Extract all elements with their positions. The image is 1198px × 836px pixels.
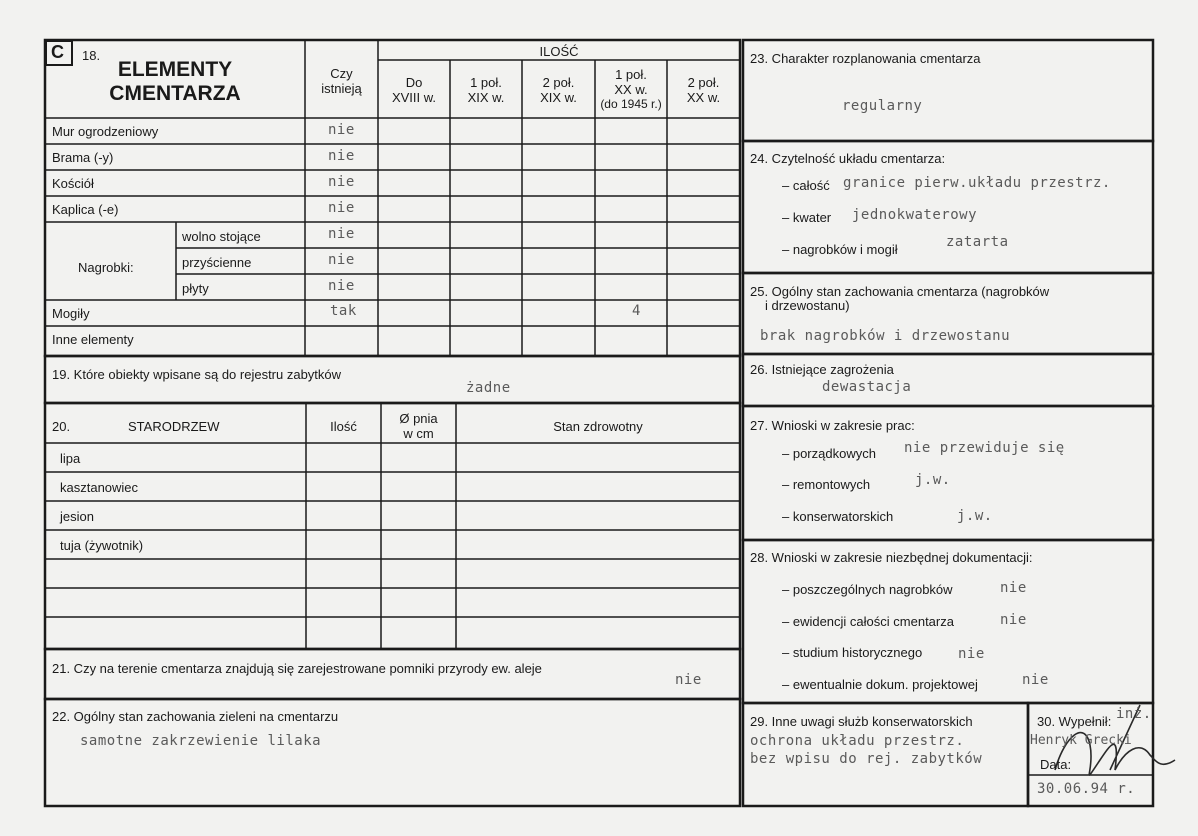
q30-date: 30.06.94 r. (1037, 781, 1136, 797)
q22-value: samotne zakrzewienie lilaka (80, 733, 322, 749)
row-label-kaplica: Kaplica (-e) (52, 202, 119, 217)
tree-row-jesion: jesion (60, 509, 94, 524)
col-do-xviii-l2: XVIII w. (391, 90, 437, 105)
q30-date-label: Data: (1040, 757, 1072, 772)
q24-kwater-label: – kwater (782, 210, 832, 225)
q24-calosc-value: granice pierw.układu przestrz. (843, 175, 1111, 191)
q28-item-3-value: nie (958, 646, 985, 662)
q24-nagrobkow-value: zatarta (946, 234, 1009, 250)
q27-porz-value: nie przewiduje się (904, 440, 1065, 456)
q30-title: inż. (1116, 706, 1152, 722)
q30-name: Henryk Grecki (1030, 733, 1132, 748)
q26-label: 26. Istniejące zagrożenia (750, 362, 894, 377)
q19-label: 19. Które obiekty wpisane są do rejestru zabytków (52, 367, 342, 382)
q28-item-4-value: nie (1022, 672, 1049, 688)
col-1pol-xx-l1: 1 poł. (615, 67, 647, 82)
row-label-brama: Brama (-y) (52, 150, 114, 165)
col-1pol-xx-l2: XX w. (614, 82, 648, 97)
q20-title: STARODRZEW (128, 419, 220, 434)
section-18-number: 18. (82, 48, 101, 63)
q28-label: 28. Wnioski w zakresie niezbędnej dokumentacji: (750, 550, 1033, 565)
section-18-title-line2: CMENTARZA (109, 82, 241, 105)
q30-label: 30. Wypełnił: (1037, 714, 1112, 729)
col-1pol-xx-l3: (do 1945 r.) (600, 97, 662, 111)
czy-istnieja-line1: Czy (330, 66, 353, 81)
row-label-mogily: Mogiły (52, 306, 90, 321)
q27-kons-label: – konserwatorskich (782, 509, 894, 524)
q24-calosc-label: – całość (782, 178, 830, 193)
q20-pien-header-l2: w cm (403, 426, 434, 441)
ilosc-header: ILOŚĆ (539, 44, 579, 59)
q28-item-1-label: – poszczególnych nagrobków (782, 582, 953, 597)
q29-label: 29. Inne uwagi służb konserwatorskich (750, 714, 973, 729)
row-label-kosciol: Kościół (52, 176, 94, 191)
q21-value: nie (675, 672, 702, 688)
row-label-mur: Mur ogrodzeniowy (52, 124, 159, 139)
q27-rem-value: j.w. (915, 472, 951, 488)
q28-item-1-value: nie (1000, 580, 1027, 596)
value-mur: nie (328, 122, 355, 138)
q27-porz-label: – porządkowych (782, 446, 876, 461)
q20-ilosc-header: Ilość (330, 419, 357, 434)
q24-nagrobkow-label: – nagrobków i mogił (782, 242, 898, 257)
col-2pol-xx-l1: 2 poł. (687, 75, 720, 90)
q20-stan-header: Stan zdrowotny (553, 419, 643, 434)
col-2pol-xx-l2: XX w. (686, 90, 721, 105)
q24-label: 24. Czytelność układu cmentarza: (750, 151, 946, 166)
tree-row-lipa: lipa (60, 451, 81, 466)
q26-value: dewastacja (822, 379, 912, 395)
q24-kwater-value: jednokwaterowy (852, 207, 978, 223)
col-1pol-xix-l2: XIX w. (467, 90, 505, 105)
value-brama: nie (328, 148, 355, 164)
col-2pol-xix-l1: 2 poł. (542, 75, 575, 90)
q29-value-line1: ochrona układu przestrz. (750, 733, 965, 749)
value-kaplica: nie (328, 200, 355, 216)
tree-row-tuja: tuja (żywotnik) (60, 538, 144, 553)
q23-value: regularny (842, 98, 923, 114)
q22-label: 22. Ogólny stan zachowania zieleni na cmentarzu (52, 709, 339, 724)
q27-label: 27. Wnioski w zakresie prac: (750, 418, 915, 433)
value-mogily: tak (330, 303, 357, 319)
section-letter: C (51, 42, 64, 62)
q25-label-line2: i drzewostanu) (765, 298, 850, 313)
q29-value-line2: bez wpisu do rej. zabytków (750, 751, 983, 767)
row-label-nagrobki: Nagrobki: (78, 260, 134, 275)
q27-kons-value: j.w. (957, 508, 993, 524)
col-do-xviii-l1: Do (405, 75, 423, 90)
row-label-przyscienne: przyścienne (182, 255, 252, 270)
q20-pien-header-l1: Ø pnia (399, 411, 438, 426)
section-18-title-line1: ELEMENTY (117, 58, 233, 81)
q28-item-3-label: – studium historycznego (782, 645, 923, 660)
q19-value: żadne (466, 380, 511, 396)
q25-value: brak nagrobków i drzewostanu (760, 328, 1011, 344)
czy-istnieja-line2: istnieją (321, 81, 362, 96)
q21-label: 21. Czy na terenie cmentarza znajdują się zarejestrowane pomniki przyrody ew. aleje (52, 661, 542, 676)
col-2pol-xix-l2: XIX w. (540, 90, 577, 105)
q20-number: 20. (52, 419, 71, 434)
q28-item-2-value: nie (1000, 612, 1027, 628)
tree-row-kasztanowiec: kasztanowiec (60, 480, 139, 495)
row-label-inne: Inne elementy (52, 332, 134, 347)
row-label-plyty: płyty (182, 281, 209, 296)
q28-item-2-label: – ewidencji całości cmentarza (782, 614, 954, 629)
value-przyscienne: nie (328, 252, 355, 268)
q27-rem-label: – remontowych (782, 477, 871, 492)
q25-label-line1: 25. Ogólny stan zachowania cmentarza (nagrobków (750, 284, 1050, 299)
value-wolno-stojace: nie (328, 226, 355, 242)
row-label-wolno-stojace: wolno stojące (182, 229, 261, 244)
col-1pol-xix-l1: 1 poł. (470, 75, 502, 90)
q23-label: 23. Charakter rozplanowania cmentarza (750, 51, 981, 66)
value-plyty: nie (328, 278, 355, 294)
value-mogily-count: 4 (632, 303, 641, 319)
q28-item-4-label: – ewentualnie dokum. projektowej (782, 677, 978, 692)
value-kosciol: nie (328, 174, 355, 190)
